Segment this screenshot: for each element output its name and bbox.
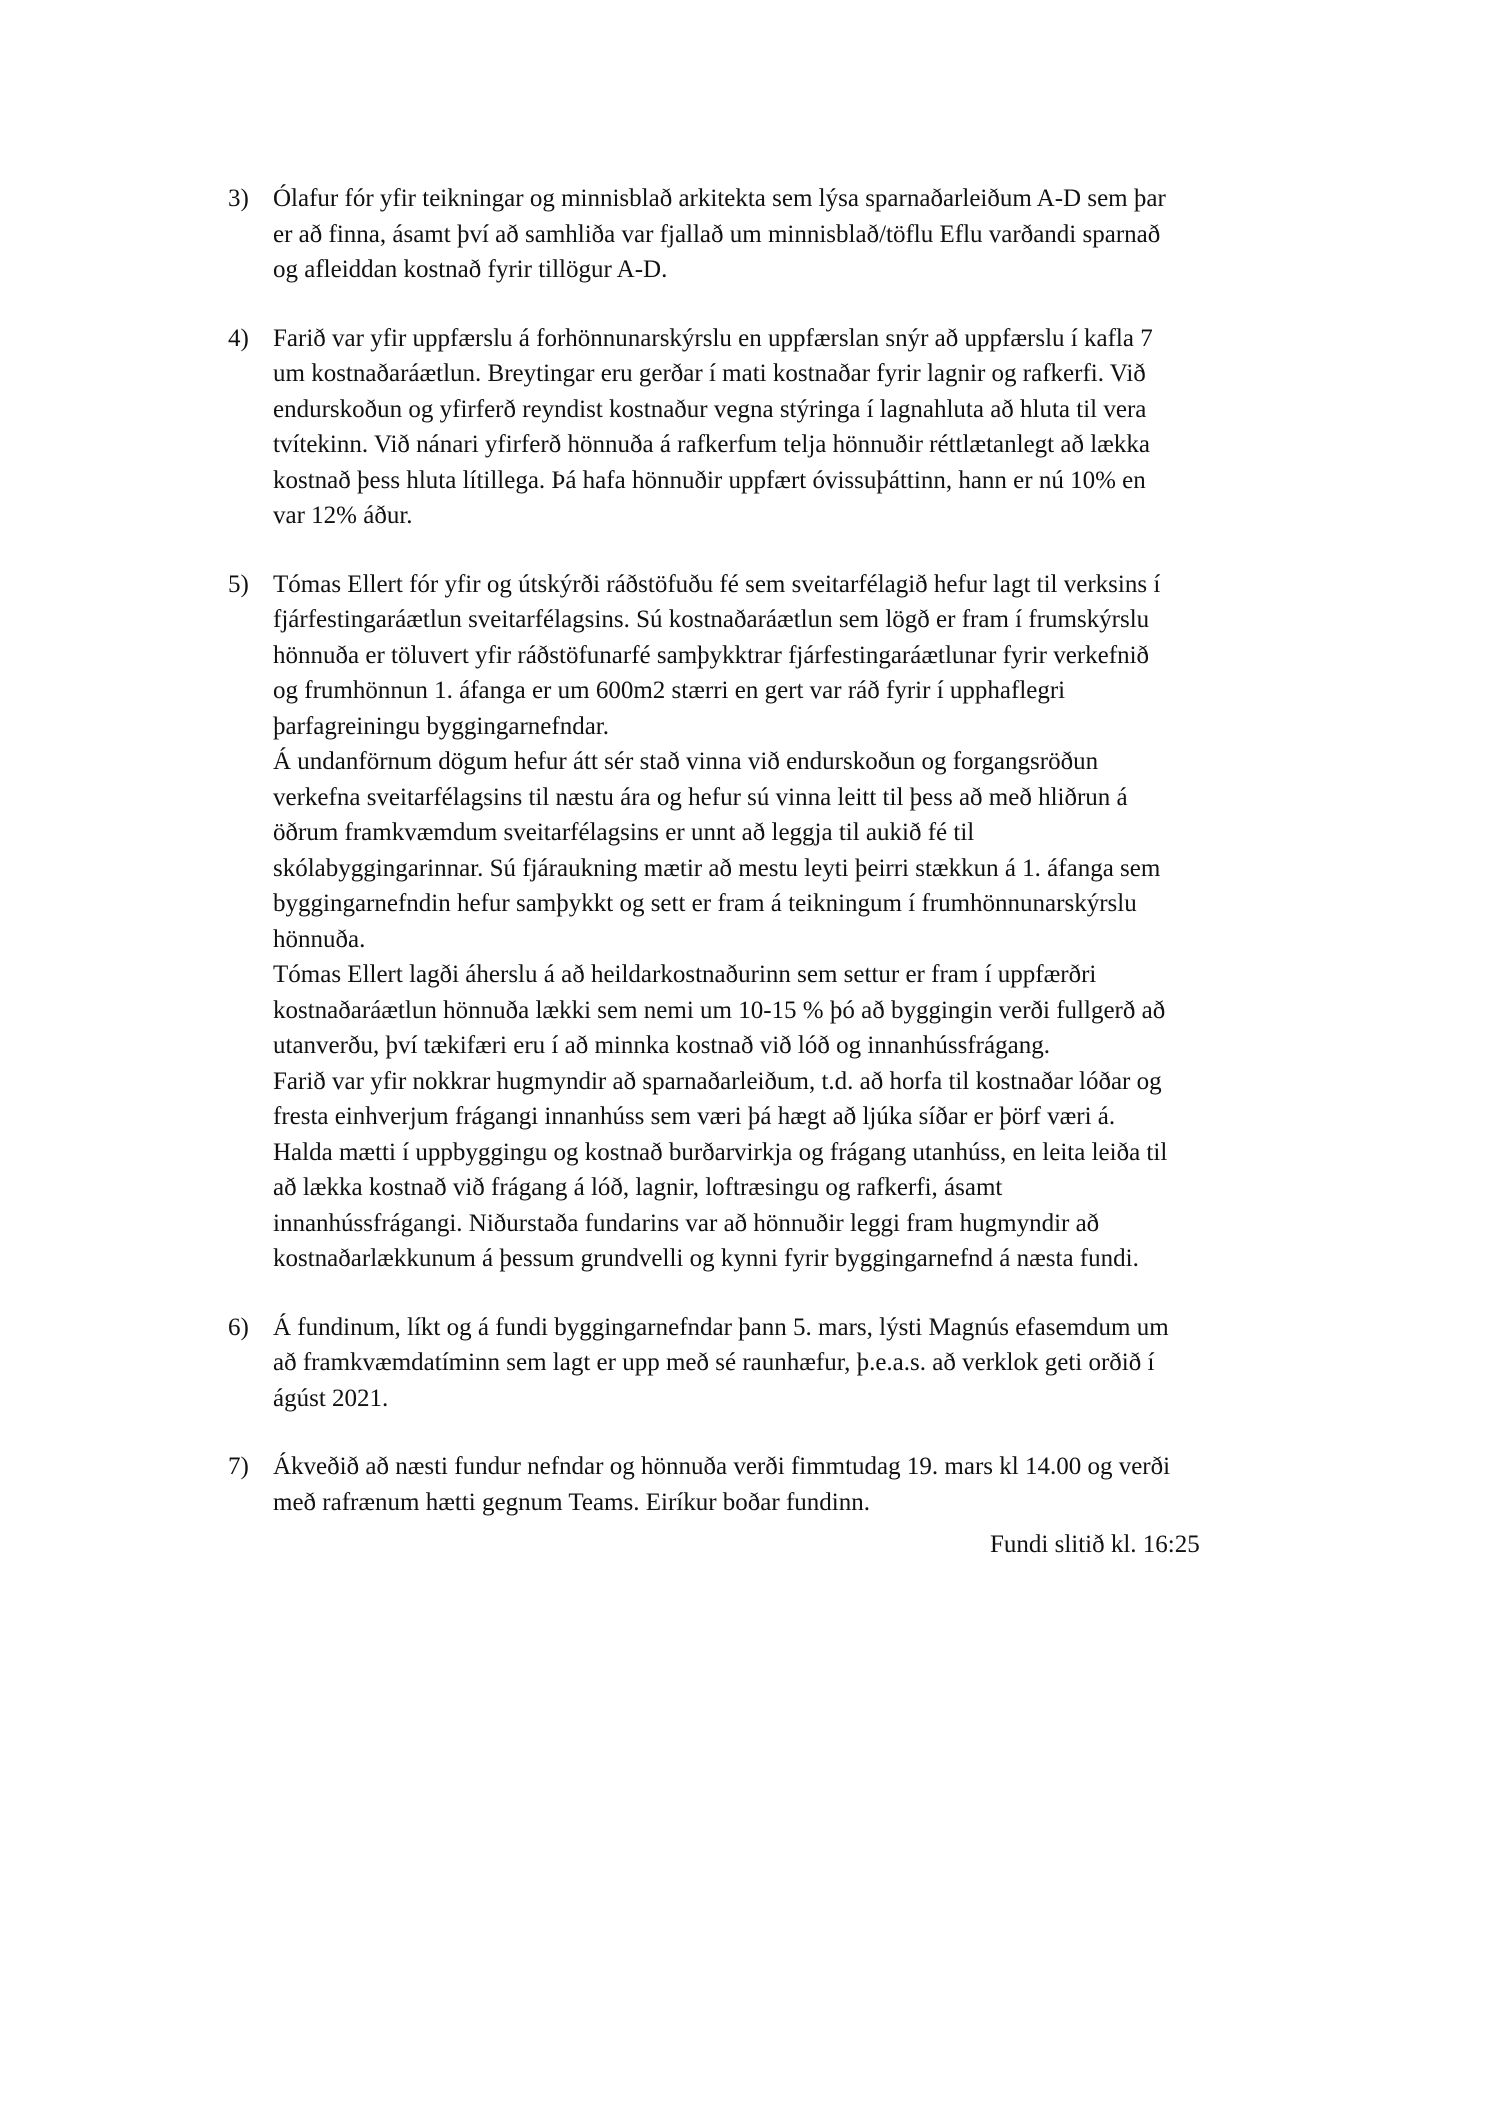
text-line: fresta einhverjum frágangi innanhúss sem væri þá hægt að ljúka síðar er þörf væri á. <box>273 1103 1116 1130</box>
agenda-item-number: 5) <box>228 570 249 598</box>
text-line: og frumhönnun 1. áfanga er um 600m2 stærri en gert var ráð fyrir í upphaflegri <box>273 677 1066 704</box>
text-line: kostnaðaráætlun hönnuða lækki sem nemi um 10-15 % þó að byggingin verði fullgerð að <box>273 996 1166 1024</box>
agenda-item-text <box>273 181 1338 288</box>
agenda-item-text <box>273 567 1338 1277</box>
text-line: þarfagreiningu byggingarnefndar. <box>273 712 609 740</box>
text-line: fjárfestingaráætlun sveitarfélagsins. Sú kostnaðaráætlun sem lögð er fram í frumskýrslu <box>273 606 1150 633</box>
agenda-item <box>228 321 1338 534</box>
text-line: Á undanförnum dögum hefur átt sér stað vinna við endurskoðun og forgangsröðun <box>273 748 1099 775</box>
text-line: kostnaðarlækkunum á þessum grundvelli og kynni fyrir byggingarnefnd á næsta fundi. <box>273 1245 1139 1272</box>
text-line: byggingarnefndin hefur samþykkt og sett er fram á teikningum í frumhönnunarskýrslu <box>273 890 1137 917</box>
text-line: að lækka kostnað við frágang á lóð, lagnir, loftræsingu og rafkerfi, ásamt <box>273 1174 1003 1201</box>
agenda-item-number: 3) <box>228 185 249 212</box>
text-line: Tómas Ellert lagði áherslu á að heildarkostnaðurinn sem settur er fram í uppfærðri <box>273 961 1097 988</box>
text-line: utanverðu, því tækifæri eru í að minnka kostnað við lóð og innanhússfrágang. <box>273 1032 1050 1059</box>
agenda-item <box>228 567 1338 1277</box>
text-line: kostnað þess hluta lítillega. Þá hafa hönnuðir uppfært óvissuþáttinn, hann er nú 10% en <box>273 466 1146 494</box>
text-line: er að finna, ásamt því að samhliða var fjallað um minnisblað/töflu Eflu varðandi sparnað <box>273 220 1161 248</box>
text-line: Ákveðið að næsti fundur nefndar og hönnuða verði fimmtudag 19. mars kl 14.00 og verði <box>273 1453 1171 1480</box>
text-line: Tómas Ellert fór yfir og útskýrði ráðstöfuðu fé sem sveitarfélagið hefur lagt til verksins í <box>273 570 1161 598</box>
text-line: Halda mætti í uppbyggingu og kostnað burðarvirkja og frágang utanhúss, en leita leiða til <box>273 1138 1168 1166</box>
text-line: hönnuða. <box>273 925 366 953</box>
text-line: skólabyggingarinnar. Sú fjáraukning mætir að mestu leyti þeirri stækkun á 1. áfanga sem <box>273 854 1161 882</box>
agenda-item <box>228 1310 1338 1417</box>
agenda-item-number: 7) <box>228 1453 249 1480</box>
text-line: tvítekinn. Við nánari yfirferð hönnuða á rafkerfum telja hönnuðir réttlætanlegt að lækka <box>273 431 1150 458</box>
text-line: öðrum framkvæmdum sveitarfélagsins er unnt að leggja til aukið fé til <box>273 819 975 846</box>
text-line: Farið var yfir nokkrar hugmyndir að sparnaðarleiðum, t.d. að horfa til kostnaðar lóðar og <box>273 1067 1162 1095</box>
text-line: ágúst 2021. <box>273 1384 389 1412</box>
text-line: hönnuða er töluvert yfir ráðstöfunarfé samþykktrar fjárfestingaráætlunar fyrir verkefnið <box>273 641 1150 669</box>
text-line: var 12% áður. <box>273 502 413 529</box>
text-line: innanhússfrágangi. Niðurstaða fundarins var að hönnuðir leggi fram hugmyndir að <box>273 1209 1100 1237</box>
agenda-item-text <box>273 321 1338 534</box>
meeting-closed-note: Fundi slitið kl. 16:25 <box>990 1531 1200 1558</box>
text-line: um kostnaðaráætlun. Breytingar eru gerðar í mati kostnaðar fyrir lagnir og rafkerfi. Við <box>273 360 1146 387</box>
minutes-document <box>0 181 1500 1553</box>
agenda-item <box>228 1449 1338 1520</box>
agenda-item <box>228 181 1338 288</box>
text-line: Á fundinum, líkt og á fundi byggingarnefndar þann 5. mars, lýsti Magnús efasemdum um <box>273 1313 1169 1341</box>
text-line: með rafrænum hætti gegnum Teams. Eiríkur boðar fundinn. <box>273 1488 870 1516</box>
text-line: að framkvæmdatíminn sem lagt er upp með sé raunhæfur, þ.e.a.s. að verklok geti orðið í <box>273 1349 1155 1376</box>
text-line: endurskoðun og yfirferð reyndist kostnaður vegna stýringa í lagnahluta að hluta til vera <box>273 395 1147 423</box>
agenda-item-number: 4) <box>228 324 249 352</box>
agenda-item-text <box>273 1310 1338 1417</box>
agenda-item-text <box>273 1449 1338 1520</box>
text-line: Farið var yfir uppfærslu á forhönnunarskýrslu en uppfærslan snýr að uppfærslu í kafla 7 <box>273 324 1153 352</box>
agenda-item-number: 6) <box>228 1313 249 1341</box>
text-line: verkefna sveitarfélagsins til næstu ára og hefur sú vinna leitt til þess að með hliðrun á <box>273 783 1128 811</box>
text-line: Ólafur fór yfir teikningar og minnisblað arkitekta sem lýsa sparnaðarleiðum A-D sem þar <box>273 185 1166 212</box>
text-line: og afleiddan kostnað fyrir tillögur A-D. <box>273 256 668 283</box>
